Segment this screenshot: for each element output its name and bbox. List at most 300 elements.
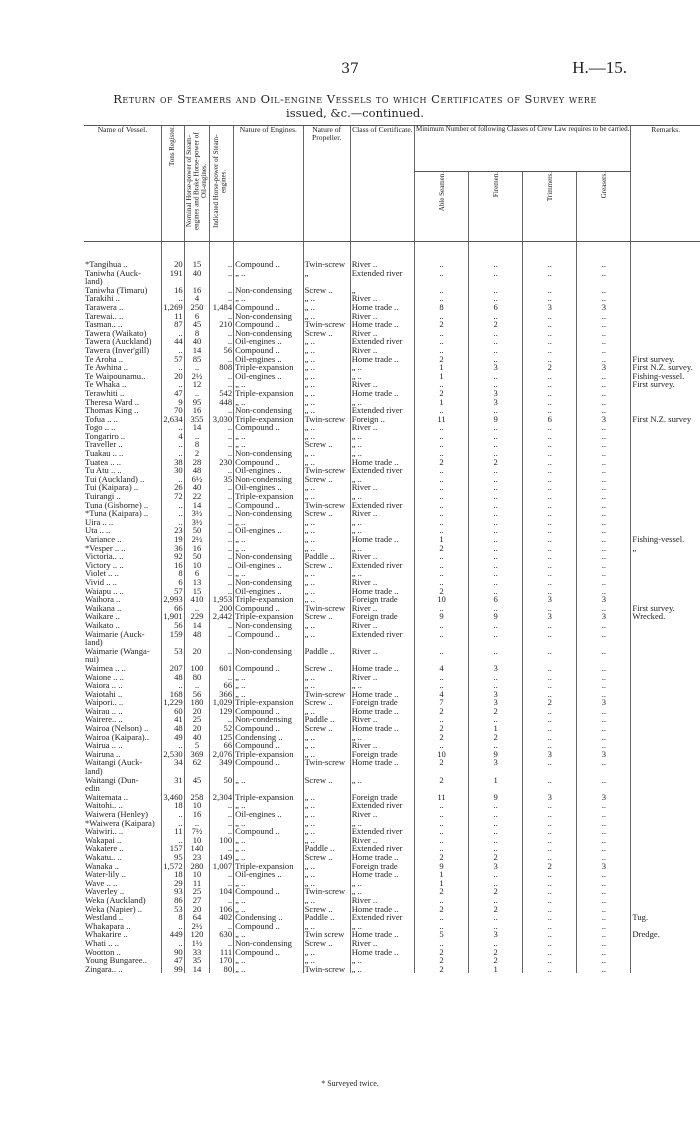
cell-nhp: 35 (184, 956, 210, 965)
cell-rem (631, 879, 700, 888)
cell-cls: River .. (350, 896, 414, 905)
cell-nhp: 8 (184, 329, 210, 338)
cell-name: Taniwha (Timaru) (85, 284, 148, 295)
cell-s: .. (414, 827, 468, 836)
cell-nhp: 50 (184, 552, 210, 561)
cell-engine: Compound .. (234, 887, 303, 896)
cell-engine: Oil-engines .. (234, 810, 303, 819)
cell-ihp: .. (210, 810, 234, 819)
cell-rem (631, 698, 700, 707)
cell-engine: Non-condensing (234, 647, 303, 656)
cell-g: .. (577, 483, 631, 492)
table-row (84, 337, 700, 346)
cell-t: .. (523, 853, 577, 862)
cell-engine: Oil-engines .. (234, 483, 303, 492)
table-row (84, 801, 700, 810)
table-row (84, 509, 700, 518)
cell-cls: „ .. (350, 363, 414, 372)
cell-rem (631, 569, 700, 578)
cell-nhp: 14 (184, 346, 210, 355)
cell-name: Uira .. .. (85, 516, 114, 527)
cell-nhp: 16 (184, 544, 210, 553)
cell-f: .. (469, 509, 523, 518)
cell-nhp: 27 (184, 896, 210, 905)
cell-tons: 4 (161, 432, 184, 441)
cell-s: 2 (414, 355, 468, 364)
cell-s: 2 (414, 544, 468, 553)
cell-g: .. (577, 518, 631, 527)
cell-prop: „ .. (303, 518, 350, 527)
cell-engine: Compound .. (234, 242, 303, 269)
cell-tons: 20 (161, 372, 184, 381)
cell-t: .. (523, 801, 577, 810)
cell-t: .. (523, 406, 577, 415)
cell-s: .. (414, 466, 468, 475)
cell-tons: 47 (161, 389, 184, 398)
cell-t: .. (523, 741, 577, 750)
cell-f: .. (469, 466, 523, 475)
cell-tons: 449 (161, 930, 184, 939)
cell-nhp: 2 (184, 449, 210, 458)
cell-tons: 2,634 (161, 415, 184, 424)
cell-ihp: 630 (210, 930, 234, 939)
cell-tons: .. (161, 836, 184, 845)
cell-s: .. (414, 423, 468, 432)
cell-name: Traveller .. (85, 439, 123, 450)
cell-nhp: 15 (184, 242, 210, 269)
cell-name: Togo .. .. (85, 422, 116, 433)
table-row (84, 647, 700, 656)
cell-g: .. (577, 733, 631, 742)
cell-cls: „ .. (350, 569, 414, 578)
cell-engine: „ .. (234, 535, 303, 544)
cell-f: 3 (469, 690, 523, 699)
cell-s: 1 (414, 879, 468, 888)
cell-ihp: 210 (210, 320, 234, 329)
cell-rem (631, 784, 700, 793)
cell-nhp: 10 (184, 561, 210, 570)
cell-prop: Screw .. (303, 329, 350, 338)
cell-s: 2 (414, 389, 468, 398)
cell-cls: River .. (350, 810, 414, 819)
cell-ihp: .. (210, 483, 234, 492)
cell-nhp: 48 (184, 630, 210, 639)
cell-nhp: 48 (184, 466, 210, 475)
cell-prop: „ .. (303, 406, 350, 415)
cell-name: nui) (85, 654, 99, 665)
table-row (84, 965, 700, 974)
cell-engine: Compound .. (234, 458, 303, 467)
cell-g: .. (577, 458, 631, 467)
cell-rem (631, 466, 700, 475)
cell-s: .. (414, 483, 468, 492)
cell-t: .. (523, 458, 577, 467)
cell-prop: Screw .. (303, 561, 350, 570)
cell-g: .. (577, 905, 631, 914)
cell-cls: Extended river (350, 913, 414, 922)
cell-ihp: .. (210, 896, 234, 905)
cell-name: Waione .. .. (85, 671, 124, 682)
cell-f: .. (469, 681, 523, 690)
cell-g: .. (577, 535, 631, 544)
cell-f: .. (469, 518, 523, 527)
cell-prop: Twin-screw (303, 320, 350, 329)
cell-cls: Home trade .. (350, 303, 414, 312)
cell-ihp: .. (210, 819, 234, 828)
cell-ihp: .. (210, 423, 234, 432)
cell-cls: Home trade .. (350, 724, 414, 733)
cell-engine: Oil-engines .. (234, 466, 303, 475)
cell-s: .. (414, 492, 468, 501)
cell-rem (631, 458, 700, 467)
cell-tons: 1,572 (161, 862, 184, 871)
table-row (84, 930, 700, 939)
cell-ihp: .. (210, 535, 234, 544)
cell-rem (631, 561, 700, 570)
cell-tons: 18 (161, 870, 184, 879)
cell-g: .. (577, 286, 631, 295)
cell-t: .. (523, 526, 577, 535)
cell-name: Waiwiri.. .. (85, 826, 124, 837)
cell-prop: „ .. (303, 458, 350, 467)
cell-g: .. (577, 552, 631, 561)
cell-g: .. (577, 930, 631, 939)
cell-s: 5 (414, 930, 468, 939)
cell-g: .. (577, 844, 631, 853)
cell-cls: Home trade .. (350, 905, 414, 914)
cell-g: .. (577, 741, 631, 750)
cell-s: 2 (414, 965, 468, 974)
cell-f: .. (469, 286, 523, 295)
cell-engine: Oil-engines .. (234, 337, 303, 346)
table-row (84, 415, 700, 424)
cell-g: .. (577, 509, 631, 518)
cell-prop: „ .. (303, 294, 350, 303)
cell-name: *Vesper .. .. (85, 542, 126, 553)
cell-g: .. (577, 312, 631, 321)
table-row (84, 673, 700, 682)
cell-name: Victory .. .. (85, 559, 124, 570)
cell-cls: Foreign trade (350, 750, 414, 759)
cell-f: .. (469, 294, 523, 303)
cell-prop: Paddle .. (303, 715, 350, 724)
cell-tons: 90 (161, 948, 184, 957)
cell-tons: 26 (161, 483, 184, 492)
cell-f: 1 (469, 724, 523, 733)
cell-engine: Non-condensing (234, 475, 303, 484)
cell-t: .. (523, 827, 577, 836)
cell-f: .. (469, 578, 523, 587)
cell-s: .. (414, 922, 468, 931)
cell-rem: First survey. (631, 380, 700, 389)
cell-tons: .. (161, 819, 184, 828)
cell-prop: „ .. (303, 621, 350, 630)
cell-f: 9 (469, 612, 523, 621)
cell-name: *Waiwera (Kaipara) (85, 817, 155, 828)
cell-ihp: .. (210, 939, 234, 948)
cell-s: 2 (414, 320, 468, 329)
cell-f: 6 (469, 595, 523, 604)
cell-g: 3 (577, 698, 631, 707)
table-row (84, 423, 700, 432)
cell-f: 3 (469, 363, 523, 372)
cell-g: .. (577, 715, 631, 724)
cell-tons: .. (161, 329, 184, 338)
cell-s: .. (414, 440, 468, 449)
cell-t: .. (523, 475, 577, 484)
cell-g: .. (577, 647, 631, 656)
title-line-2: issued, &c.—continued. (286, 106, 424, 120)
cell-cls: „ .. (350, 526, 414, 535)
cell-f: .. (469, 380, 523, 389)
cell-prop: Twin-screw (303, 466, 350, 475)
cell-name: Waimarie (Wanga- (85, 645, 150, 656)
header-name: Name of Vessel. (84, 126, 161, 242)
cell-prop: Paddle .. (303, 552, 350, 561)
cell-nhp: 180 (184, 698, 210, 707)
cell-t: .. (523, 329, 577, 338)
cell-name: land) (85, 637, 103, 648)
cell-g: .. (577, 380, 631, 389)
cell-name: Wairoa (Nelson) .. (85, 723, 149, 734)
cell-s: .. (414, 578, 468, 587)
cell-g: .. (577, 896, 631, 905)
cell-f: .. (469, 647, 523, 656)
cell-engine: Triple-expansion (234, 492, 303, 501)
cell-cls: „ .. (350, 819, 414, 828)
cell-t: 2 (523, 363, 577, 372)
cell-t: .. (523, 879, 577, 888)
cell-engine: „ .. (234, 965, 303, 974)
cell-tons: 92 (161, 552, 184, 561)
cell-name: Tuakau .. .. (85, 448, 124, 459)
cell-name: Te Aroha .. (85, 353, 124, 364)
cell-prop: „ (303, 269, 350, 278)
cell-rem (631, 440, 700, 449)
cell-name: Tui (Auckland) .. (85, 473, 145, 484)
cell-t: .. (523, 355, 577, 364)
cell-s: 8 (414, 303, 468, 312)
cell-t: .. (523, 286, 577, 295)
cell-prop: Twin-screw (303, 887, 350, 896)
cell-engine: „ .. (234, 673, 303, 682)
cell-name: Terawhiti .. (85, 387, 125, 398)
cell-t: .. (523, 690, 577, 699)
cell-prop: „ .. (303, 630, 350, 639)
cell-rem (631, 277, 700, 286)
cell-ihp: 125 (210, 733, 234, 742)
table-row (84, 501, 700, 510)
cell-cls: River .. (350, 647, 414, 656)
cell-g: .. (577, 346, 631, 355)
cell-t: 3 (523, 750, 577, 759)
cell-name: Waihora .. (85, 594, 121, 605)
cell-g: .. (577, 870, 631, 879)
cell-prop: „ .. (303, 707, 350, 716)
cell-engine: „ .. (234, 844, 303, 853)
cell-f: 3 (469, 758, 523, 767)
cell-g: 3 (577, 612, 631, 621)
cell-s: .. (414, 630, 468, 639)
cell-cls: River .. (350, 578, 414, 587)
cell-prop: Paddle .. (303, 913, 350, 922)
cell-s: .. (414, 647, 468, 656)
cell-t: 3 (523, 612, 577, 621)
cell-name: land) (85, 276, 103, 287)
cell-engine: Non-condensing (234, 509, 303, 518)
cell-g: .. (577, 320, 631, 329)
cell-f: .. (469, 630, 523, 639)
cell-s: .. (414, 406, 468, 415)
cell-ihp: 349 (210, 758, 234, 767)
cell-t: .. (523, 466, 577, 475)
cell-ihp: .. (210, 509, 234, 518)
cell-engine: Triple-expansion (234, 793, 303, 802)
cell-f: .. (469, 492, 523, 501)
cell-f: .. (469, 587, 523, 596)
cell-t: .. (523, 681, 577, 690)
cell-rem (631, 578, 700, 587)
cell-tons: 3,460 (161, 793, 184, 802)
table-row (84, 913, 700, 922)
page-number: 37 (341, 61, 359, 77)
cell-ihp: .. (210, 501, 234, 510)
cell-g: .. (577, 578, 631, 587)
cell-tons: 72 (161, 492, 184, 501)
cell-cls: Home trade .. (350, 758, 414, 767)
cell-s: .. (414, 939, 468, 948)
cell-nhp: 5 (184, 741, 210, 750)
cell-name: Water-lily .. (85, 869, 126, 880)
cell-t: .. (523, 561, 577, 570)
cell-tons: 8 (161, 569, 184, 578)
cell-nhp: 16 (184, 406, 210, 415)
cell-engine: Oil-engines .. (234, 587, 303, 596)
cell-ihp: .. (210, 492, 234, 501)
cell-ihp: 2,304 (210, 793, 234, 802)
cell-name: Wakatu.. .. (85, 851, 122, 862)
cell-name: Wave .. .. (85, 877, 118, 888)
cell-s: 2 (414, 707, 468, 716)
cell-cls: River .. (350, 380, 414, 389)
cell-nhp: 40 (184, 337, 210, 346)
cell-g: .. (577, 836, 631, 845)
cell-name: Wakatere .. (85, 843, 124, 854)
cell-cls: „ .. (350, 475, 414, 484)
cell-name: Westland .. (85, 912, 124, 923)
cell-cls: River .. (350, 673, 414, 682)
cell-cls: Extended river (350, 337, 414, 346)
cell-name: edin (85, 783, 100, 794)
cell-cls: „ .. (350, 922, 414, 931)
cell-engine: Compound .. (234, 741, 303, 750)
cell-rem: First survey. (631, 604, 700, 613)
cell-prop: „ .. (303, 372, 350, 381)
cell-nhp: 8 (184, 440, 210, 449)
cell-nhp: 20 (184, 707, 210, 716)
cell-tons: 48 (161, 724, 184, 733)
cell-cls: „ .. (350, 518, 414, 527)
cell-g: .. (577, 819, 631, 828)
cell-engine: „ .. (234, 681, 303, 690)
cell-cls: Home trade .. (350, 587, 414, 596)
cell-engine: Triple-expansion (234, 750, 303, 759)
cell-g: 3 (577, 750, 631, 759)
cell-t: .. (523, 312, 577, 321)
cell-s: .. (414, 913, 468, 922)
cell-rem: Wrecked. (631, 612, 700, 621)
table-row (84, 440, 700, 449)
cell-engine: Oil-engines .. (234, 355, 303, 364)
cell-g: .. (577, 329, 631, 338)
cell-t: .. (523, 440, 577, 449)
cell-engine: Non-condensing (234, 621, 303, 630)
cell-s: 2 (414, 724, 468, 733)
cell-rem (631, 423, 700, 432)
cell-prop: „ .. (303, 673, 350, 682)
cell-t: .. (523, 948, 577, 957)
title-line-1: Return of Steamers and Oil-engine Vessels to which Certificates of Survey were (113, 92, 597, 106)
cell-engine: „ .. (234, 801, 303, 810)
cell-prop: „ .. (303, 862, 350, 871)
cell-ihp: .. (210, 286, 234, 295)
table-row (84, 569, 700, 578)
cell-ihp: .. (210, 630, 234, 639)
cell-tons: 93 (161, 887, 184, 896)
cell-engine: „ .. (234, 432, 303, 441)
cell-tons: 57 (161, 355, 184, 364)
cell-nhp: 10 (184, 870, 210, 879)
cell-rem (631, 690, 700, 699)
cell-g: .. (577, 922, 631, 931)
cell-g: .. (577, 432, 631, 441)
cell-t: .. (523, 810, 577, 819)
cell-engine: „ .. (234, 956, 303, 965)
cell-rem (631, 733, 700, 742)
cell-t: .. (523, 896, 577, 905)
cell-name: Waitohi.. .. (85, 800, 123, 811)
cell-name: Waiora .. .. (85, 680, 123, 691)
cell-f: .. (469, 483, 523, 492)
cell-f: .. (469, 242, 523, 269)
cell-nhp: 250 (184, 303, 210, 312)
cell-name: Waverley .. (85, 886, 125, 897)
cell-f: .. (469, 827, 523, 836)
cell-tons: .. (161, 509, 184, 518)
cell-engine: Non-condensing (234, 449, 303, 458)
cell-s: .. (414, 844, 468, 853)
cell-t: .. (523, 423, 577, 432)
cell-rem (631, 956, 700, 965)
header-firemen: Firemen. (469, 171, 523, 241)
cell-g: 3 (577, 793, 631, 802)
cell-g: .. (577, 801, 631, 810)
cell-tons: 36 (161, 544, 184, 553)
cell-g: .. (577, 398, 631, 407)
table-row (84, 269, 700, 278)
cell-tons: .. (161, 518, 184, 527)
cell-rem (631, 449, 700, 458)
cell-nhp: 40 (184, 269, 210, 278)
cell-ihp: 66 (210, 681, 234, 690)
cell-ihp: .. (210, 552, 234, 561)
table-row (84, 286, 700, 295)
cell-cls: Foreign trade (350, 612, 414, 621)
cell-ihp: .. (210, 372, 234, 381)
cell-nhp: 85 (184, 355, 210, 364)
cell-engine: Compound .. (234, 827, 303, 836)
cell-nhp: 2½ (184, 372, 210, 381)
